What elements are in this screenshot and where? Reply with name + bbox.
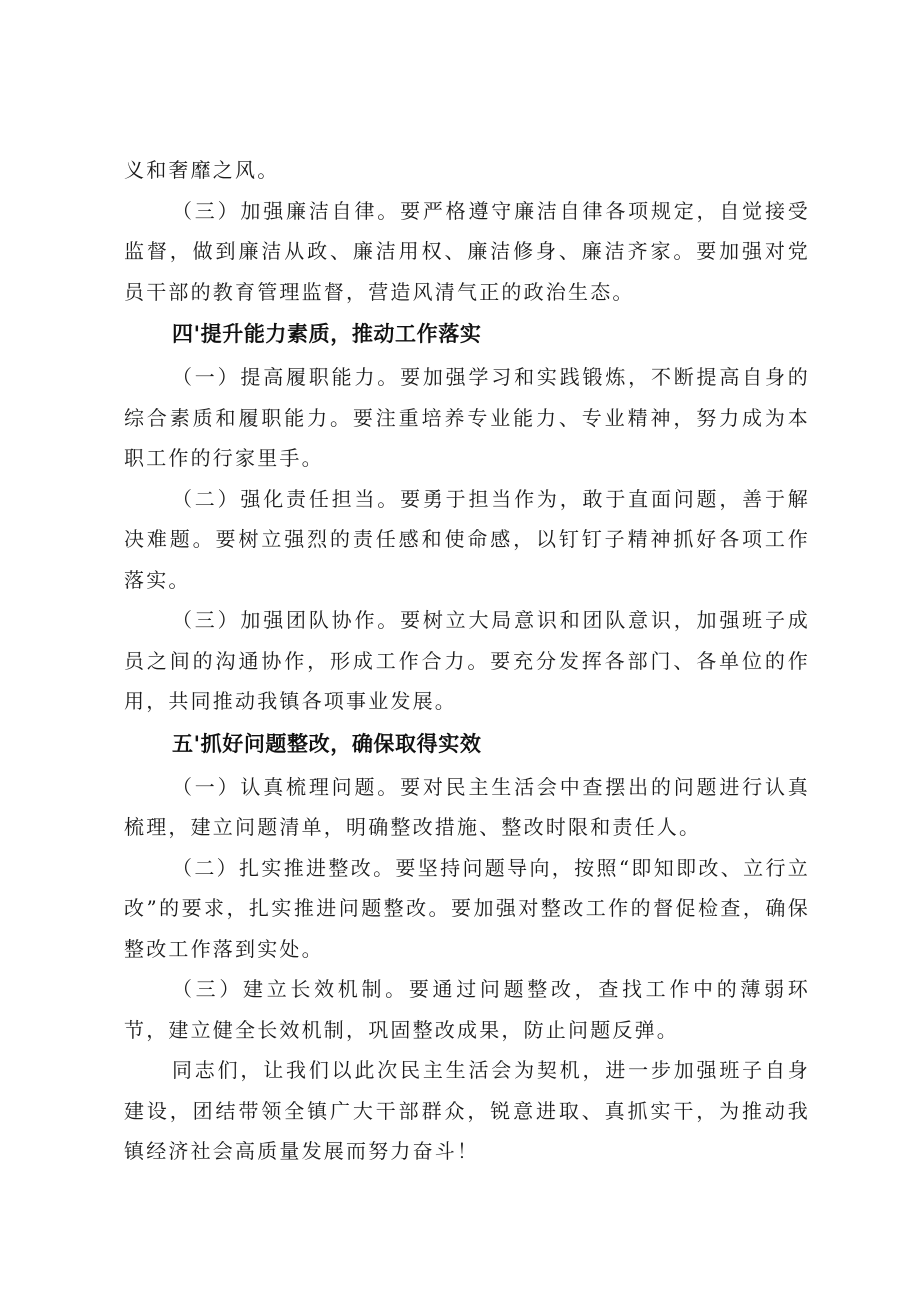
paragraph-sort-problems: （一）认真梳理问题。要对民主生活会中查摆出的问题进行认真梳理，建立问题清单，明确整改措施、整改时限和责任人。	[124, 774, 810, 839]
paragraph-strengthen-integrity: （三）加强廉洁自律。要严格遵守廉洁自律各项规定，自觉接受监督，做到廉洁从政、廉洁用权、廉洁修身、廉洁齐家。要加强对党员干部的教育管理监督，营造风清气正的政治生态。	[124, 198, 810, 304]
paragraph-closing: 同志们，让我们以此次民主生活会为契机，进一步加强班子自身建设，团结带领全镇广大干部群众，锐意进取、真抓实干，为推动我镇经济社会高质量发展而努力奋斗！	[124, 1058, 810, 1163]
document-body	[124, 150, 810, 1172]
paragraph-fragment: 义和奢靡之风。	[124, 158, 280, 182]
paragraph-push-rectification: （二）扎实推进整改。要坚持问题导向，按照“即知即改、立行立改”的要求，扎实推进问题整改。要加强对整改工作的督促检查，确保整改工作落到实处。	[124, 855, 810, 961]
section-heading-5: 五'抓好问题整改，确保取得实效	[172, 731, 482, 756]
paragraph-responsibility: （二）强化责任担当。要勇于担当作为，敢于直面问题，善于解决难题。要树立强烈的责任感和使命感，以钉钉子精神抓好各项工作落实。	[124, 486, 810, 592]
paragraph-teamwork: （三）加强团队协作。要树立大局意识和团队意识，加强班子成员之间的沟通协作，形成工作合力。要充分发挥各部门、各单位的作用，共同推动我镇各项事业发展。	[124, 608, 810, 713]
paragraph-long-term-mechanism: （三）建立长效机制。要通过问题整改，查找工作中的薄弱环节，建立健全长效机制，巩固整改成果，防止问题反弹。	[124, 977, 810, 1042]
paragraph-improve-ability: （一）提高履职能力。要加强学习和实践锻炼，不断提高自身的综合素质和履职能力。要注重培养专业能力、专业精神，努力成为本职工作的行家里手。	[124, 365, 810, 470]
section-heading-4: 四'提升能力素质，推动工作落实	[172, 322, 482, 346]
